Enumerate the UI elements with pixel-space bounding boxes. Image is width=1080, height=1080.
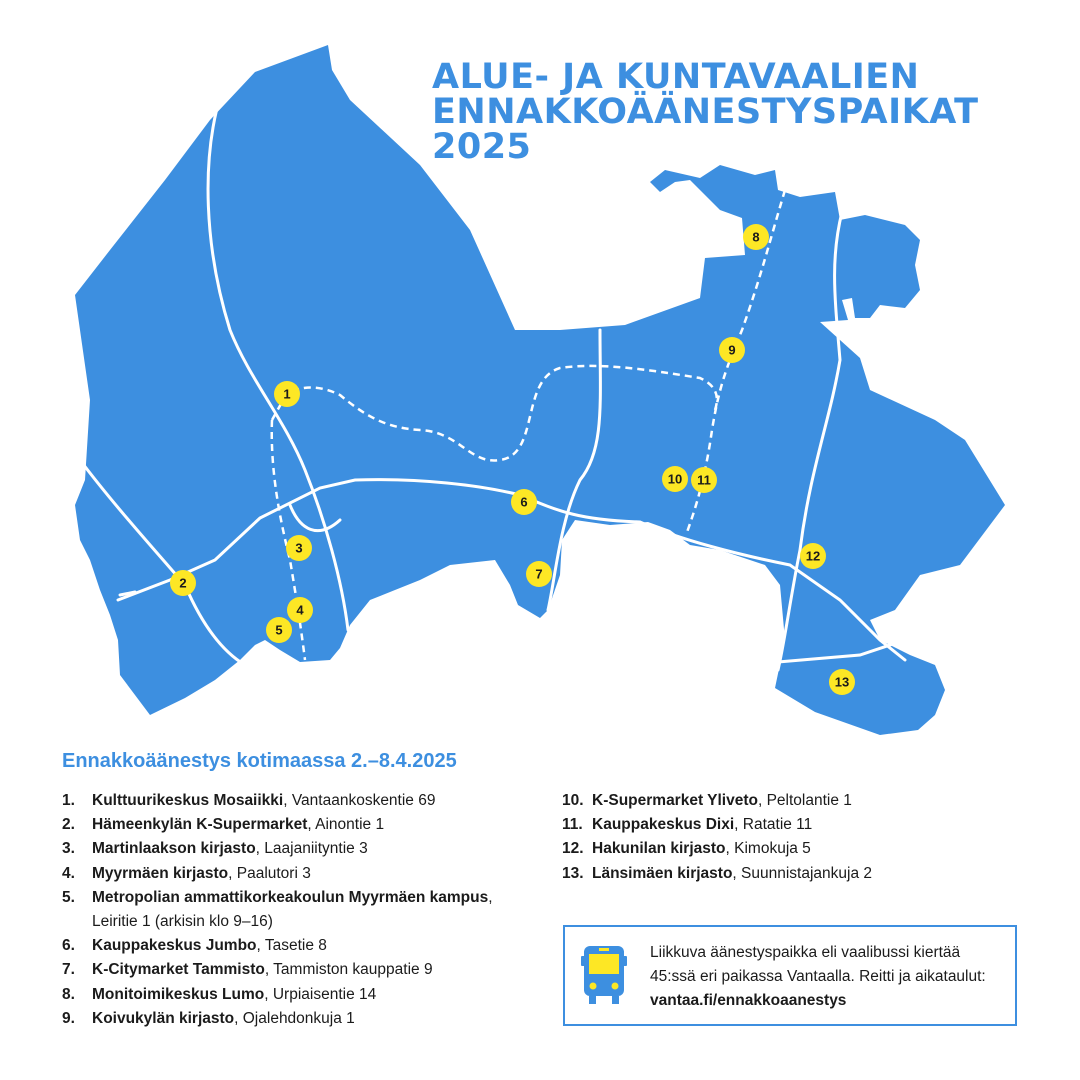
location-item — [62, 862, 532, 886]
location-address: , Tasetie 8 — [256, 937, 327, 955]
marker-label: 5 — [275, 622, 283, 638]
location-item — [62, 958, 532, 982]
info-link[interactable]: vantaa.fi/ennakkoaanestys — [650, 992, 847, 1009]
location-marker-9 — [719, 337, 745, 363]
location-marker-12 — [800, 543, 826, 569]
location-address: , Tammiston kauppatie 9 — [264, 961, 433, 979]
location-name: Länsimäen kirjasto — [592, 864, 733, 882]
location-address: , Ainontie 1 — [307, 816, 385, 834]
location-text — [92, 934, 532, 958]
info-body: Liikkuva äänestyspaikka eli vaalibussi kiertää 45:ssä eri paikassa Vantaalla. Reitti ja aikataulut: — [650, 944, 986, 985]
location-marker-4 — [287, 597, 313, 623]
location-name: Martinlaakson kirjasto — [92, 840, 256, 858]
location-text — [92, 886, 532, 934]
marker-label: 2 — [179, 575, 187, 591]
location-text — [92, 837, 532, 861]
location-item — [62, 934, 532, 958]
location-number: 11. — [562, 816, 583, 834]
marker-label: 7 — [535, 566, 543, 582]
location-number: 2. — [62, 816, 75, 834]
location-text — [592, 862, 1032, 886]
location-item — [562, 813, 1032, 837]
location-marker-2 — [170, 570, 196, 596]
location-marker-10 — [662, 466, 688, 492]
location-address: , Peltolantie 1 — [757, 792, 852, 809]
location-item — [62, 1007, 532, 1031]
locations-list-left — [62, 789, 532, 1031]
location-name: Monitoimikeskus Lumo — [92, 985, 265, 1003]
location-marker-5 — [266, 617, 292, 643]
location-name: Kauppakeskus Dixi — [592, 816, 735, 834]
marker-label: 6 — [520, 494, 528, 510]
location-item — [62, 813, 532, 837]
location-number: 7. — [62, 961, 75, 979]
page-title — [432, 57, 992, 167]
location-name: Metropolian ammattikorkeakoulun Myyrmäen kampus — [92, 888, 489, 906]
marker-label: 13 — [834, 674, 850, 690]
location-address: , Suunnistajankuja 2 — [732, 864, 873, 882]
location-number: 6. — [62, 937, 75, 955]
location-marker-8 — [743, 224, 769, 250]
marker-label: 3 — [295, 540, 303, 556]
location-address: , Leiritie 1 (arkisin klo 9–16) — [92, 888, 493, 931]
location-number: 1. — [62, 792, 75, 809]
location-name: Myyrmäen kirjasto — [92, 864, 229, 882]
location-marker-13 — [829, 669, 855, 695]
location-text — [92, 1007, 532, 1031]
location-marker-1 — [274, 381, 300, 407]
location-marker-6 — [511, 489, 537, 515]
location-marker-11 — [691, 467, 717, 493]
location-number: 13. — [562, 864, 584, 882]
location-marker-3 — [286, 535, 312, 561]
location-number: 9. — [62, 1009, 75, 1027]
bus-icon — [579, 942, 629, 1008]
info-text — [650, 941, 1000, 1013]
marker-label: 4 — [296, 602, 304, 618]
info-box — [563, 925, 1017, 1026]
location-item — [62, 886, 532, 934]
location-item — [62, 837, 532, 861]
location-name: Kauppakeskus Jumbo — [92, 937, 257, 955]
location-text — [92, 983, 532, 1007]
location-number: 5. — [62, 888, 75, 906]
location-address: , Vantaankoskentie 69 — [283, 792, 436, 809]
marker-label: 8 — [752, 229, 760, 245]
location-address: , Urpiaisentie 14 — [264, 985, 377, 1003]
title-line: 2025 — [432, 127, 532, 167]
title-line: ENNAKKOÄÄNESTYSPAIKAT — [432, 92, 979, 132]
location-address: , Ojalehdonkuja 1 — [234, 1009, 355, 1027]
location-name: Hakunilan kirjasto — [592, 840, 726, 858]
location-marker-7 — [526, 561, 552, 587]
location-name: Kulttuurikeskus Mosaiikki — [92, 792, 284, 809]
location-text — [92, 862, 532, 886]
location-address: , Ratatie 11 — [734, 816, 813, 834]
marker-label: 9 — [728, 342, 736, 358]
location-item — [562, 789, 1032, 813]
marker-label: 1 — [283, 386, 291, 402]
location-address: , Paalutori 3 — [228, 864, 311, 882]
location-number: 12. — [562, 840, 584, 858]
marker-label: 10 — [667, 471, 683, 487]
marker-label: 11 — [697, 472, 711, 488]
location-number: 3. — [62, 840, 75, 858]
location-name: Koivukylän kirjasto — [92, 1009, 235, 1027]
location-item — [562, 862, 1032, 886]
location-text — [92, 958, 532, 982]
marker-label: 12 — [805, 548, 821, 564]
location-item — [62, 983, 532, 1007]
location-item — [62, 789, 532, 813]
location-item — [562, 837, 1032, 861]
location-text — [592, 837, 1032, 861]
locations-list-right — [562, 789, 1032, 886]
location-number: 10. — [562, 792, 584, 809]
section-heading: Ennakkoäänestys kotimaassa 2.–8.4.2025 — [62, 750, 457, 772]
location-name: K-Citymarket Tammisto — [92, 961, 265, 979]
location-name: Hämeenkylän K-Supermarket — [92, 816, 308, 834]
location-number: 4. — [62, 864, 75, 882]
location-address: , Kimokuja 5 — [725, 840, 811, 858]
location-address: , Laajaniityntie 3 — [255, 840, 368, 858]
location-text — [592, 789, 1032, 813]
location-text — [592, 813, 1032, 837]
location-text — [92, 813, 532, 837]
location-number: 8. — [62, 985, 75, 1003]
location-text — [92, 789, 532, 813]
location-name: K-Supermarket Yliveto — [592, 792, 758, 809]
title-line: ALUE- JA KUNTAVAALIEN — [432, 57, 920, 97]
